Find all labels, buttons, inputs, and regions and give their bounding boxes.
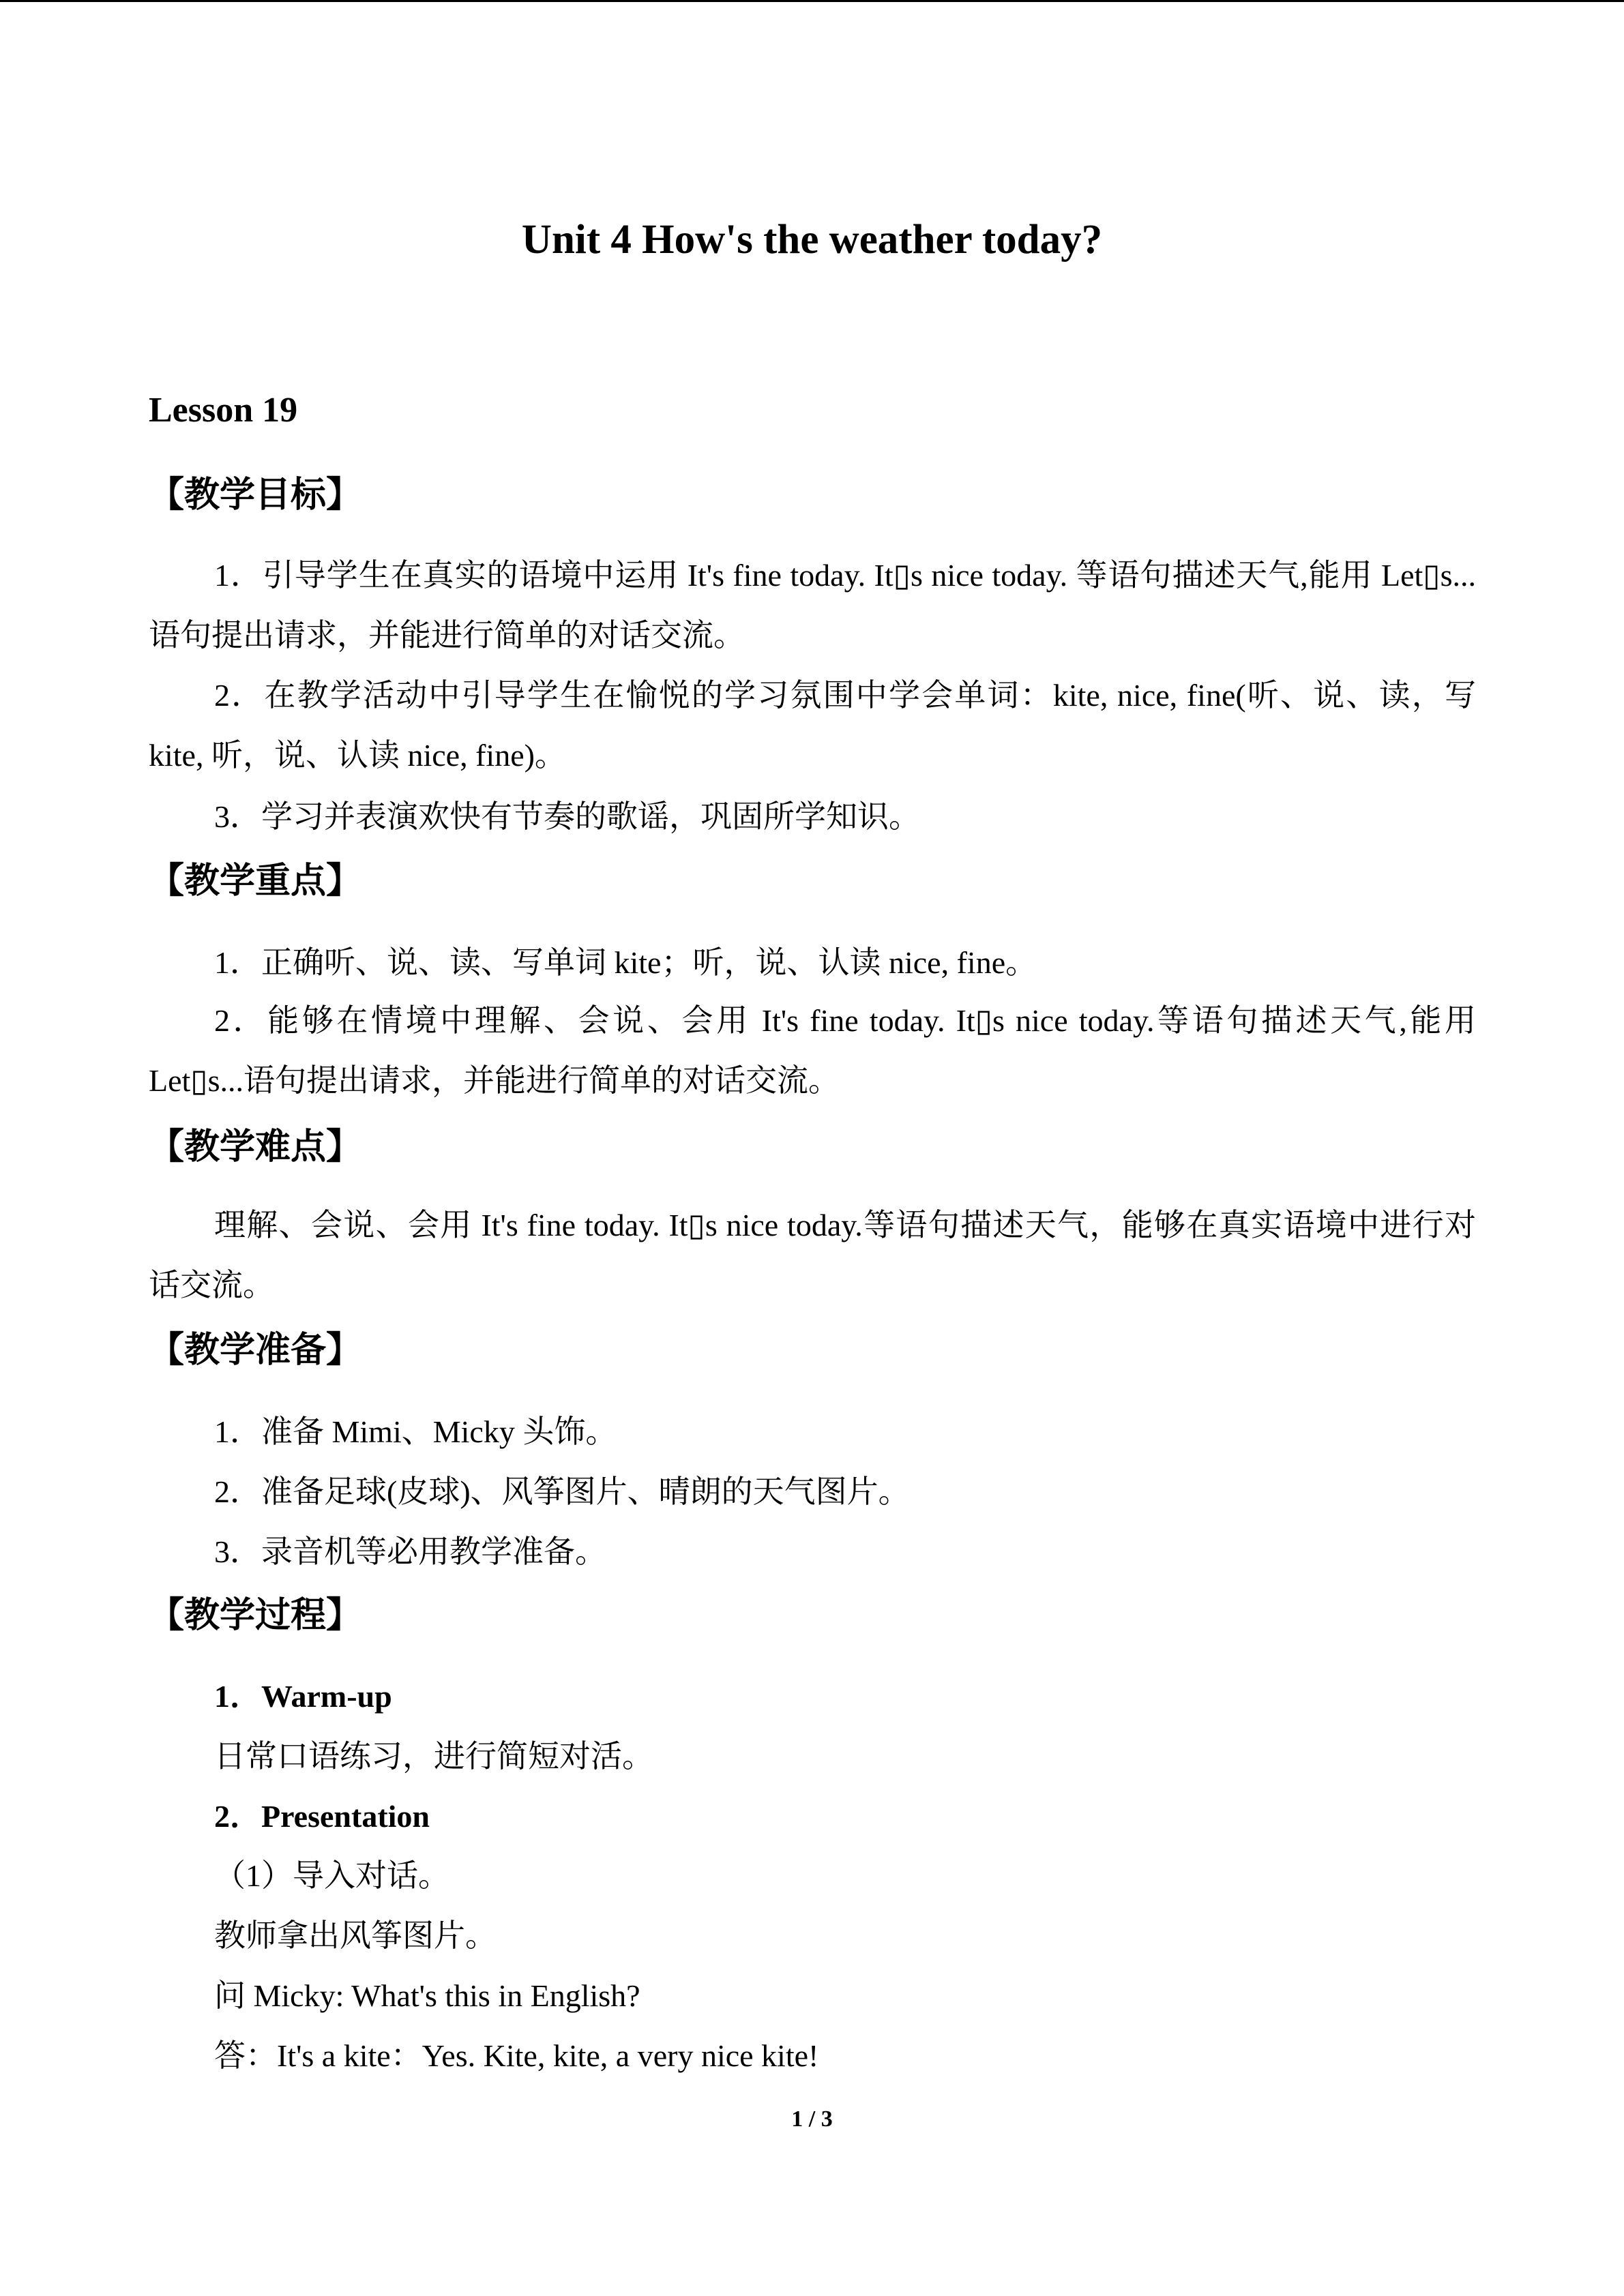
preparation-heading: 【教学准备】	[149, 1330, 362, 1371]
preparation-item-2: 2．准备足球(皮球)、风筝图片、晴朗的天气图片。	[214, 1474, 910, 1509]
objectives-heading: 【教学目标】	[149, 475, 362, 516]
preparation-item-1: 1．准备 Mimi、Micky 头饰。	[214, 1414, 617, 1449]
key-points-heading: 【教学重点】	[149, 861, 362, 901]
top-border-line	[0, 0, 1624, 2]
difficulties-text: 理解、会说、会用 It's fine today. It▯s nice today.等语句描述天气，能够在真实语境中进行对话交流。	[149, 1208, 1476, 1302]
warmup-text: 日常口语练习，进行简短对活。	[214, 1739, 653, 1774]
objective-item-2: 2．在教学活动中引导学生在愉悦的学习氛围中学会单词：kite, nice, fine(听、说、读，写 kite, 听，说、认读 nice, fine)。	[149, 678, 1476, 773]
presentation-line-2: 教师拿出风筝图片。	[214, 1918, 497, 1953]
presentation-line-4: 答：It's a kite：Yes. Kite, kite, a very nice kite!	[214, 2038, 819, 2073]
warmup-title: 1．Warm-up	[214, 1679, 392, 1714]
difficulties-heading: 【教学难点】	[149, 1127, 362, 1167]
objective-item-3: 3．学习并表演欢快有节奏的歌谣，巩固所学知识。	[214, 799, 920, 834]
presentation-title: 2．Presentation	[214, 1799, 430, 1834]
objective-item-1: 1．引导学生在真实的语境中运用 It's fine today. It▯s nice today. 等语句描述天气,能用 Let▯s...语句提出请求，并能进行简单的对话交流。	[149, 558, 1476, 653]
key-point-item-1: 1．正确听、说、读、写单词 kite；听，说、认读 nice, fine。	[214, 945, 1037, 980]
presentation-line-3: 问 Micky: What's this in English?	[214, 1978, 640, 2013]
page-number: 1 / 3	[791, 2106, 833, 2132]
key-point-item-2: 2．能够在情境中理解、会说、会用 It's fine today. It▯s nice today.等语句描述天气,能用 Let▯s...语句提出请求，并能进行简单的对话交流。	[149, 1003, 1476, 1098]
process-heading: 【教学过程】	[149, 1595, 362, 1636]
preparation-item-3: 3．录音机等必用教学准备。	[214, 1534, 606, 1569]
page-title: Unit 4 How's the weather today?	[521, 217, 1103, 263]
lesson-title: Lesson 19	[149, 391, 298, 430]
presentation-line-1: （1）导入对话。	[214, 1858, 449, 1893]
